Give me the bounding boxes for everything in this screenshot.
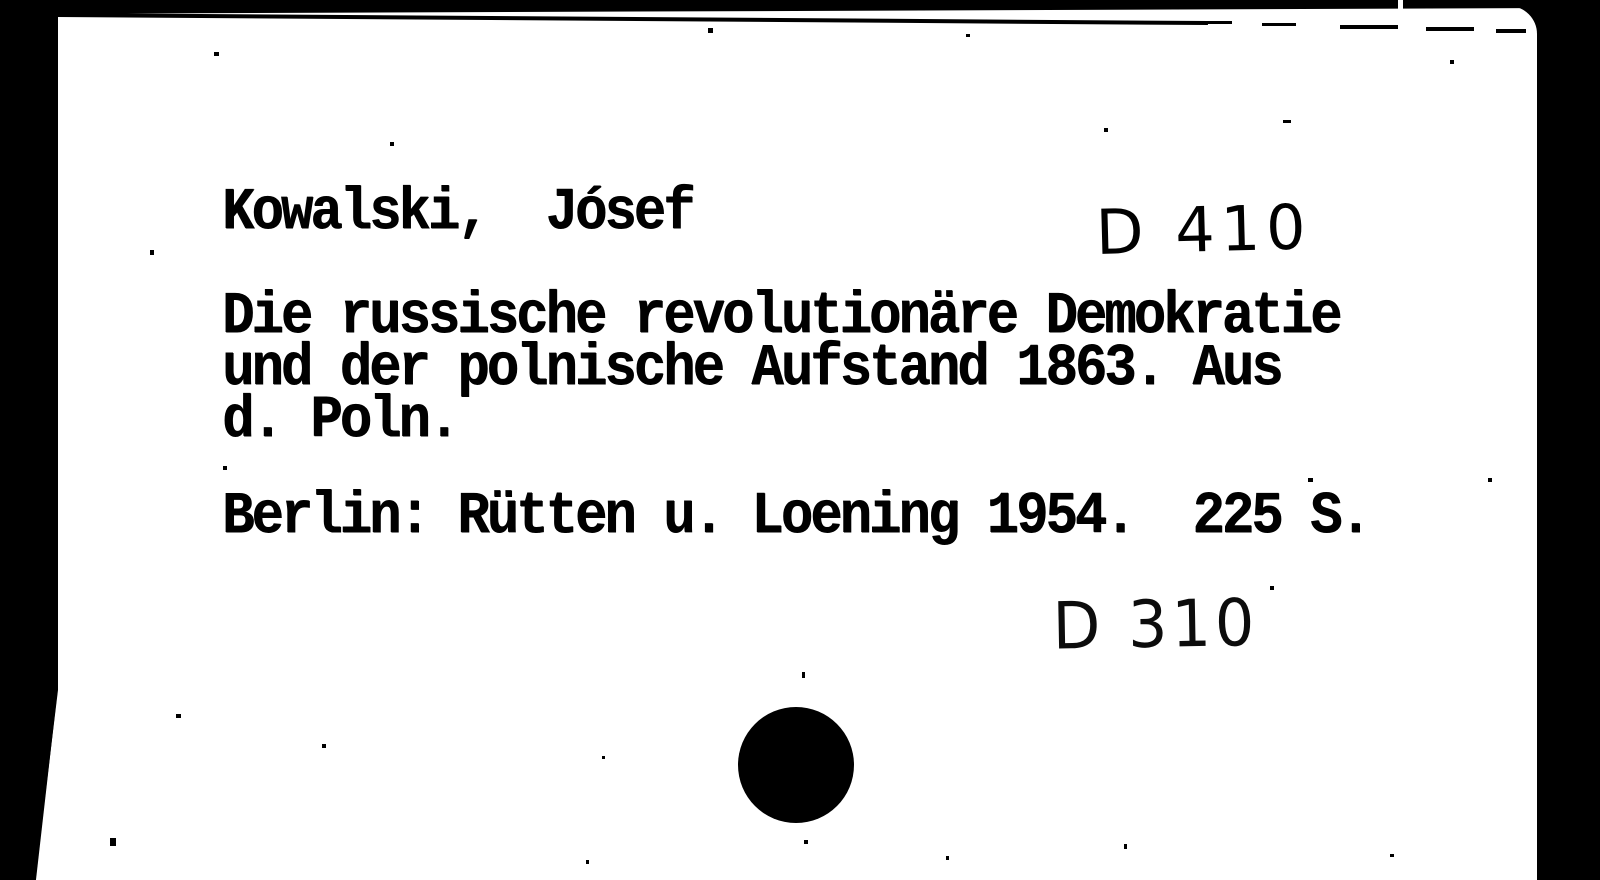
noise-speck (150, 250, 154, 255)
noise-speck (1390, 854, 1394, 857)
noise-speck (322, 744, 326, 748)
title-line-1: Die russische revolutionäre Demokratie (222, 283, 1340, 351)
noise-speck (1283, 120, 1291, 123)
noise-speck (1270, 586, 1274, 590)
call-number-top: D 410 (1094, 190, 1313, 269)
noise-speck (110, 838, 116, 846)
noise-speck (802, 672, 805, 678)
noise-speck (966, 34, 970, 37)
noise-speck (804, 840, 808, 844)
noise-speck (946, 856, 949, 860)
noise-speck (586, 860, 589, 864)
noise-speck (176, 714, 181, 718)
card-top-edge-dash (1426, 27, 1474, 31)
card-top-edge-dash (1262, 23, 1296, 26)
noise-speck (1124, 844, 1127, 849)
noise-speck (1308, 478, 1313, 482)
card-top-edge-dash (1496, 29, 1526, 33)
title-line-3: d. Poln. (222, 387, 458, 455)
noise-speck (214, 52, 219, 56)
noise-speck (1450, 60, 1454, 64)
noise-speck (223, 466, 227, 470)
scan-frame-left (0, 0, 58, 880)
noise-speck (602, 756, 605, 759)
noise-speck (390, 142, 394, 146)
card-top-edge-dash (1340, 25, 1398, 29)
film-tick-mark (1398, 0, 1403, 13)
noise-speck (1488, 478, 1492, 482)
noise-speck (708, 28, 713, 33)
hole-punch (738, 707, 854, 823)
author-heading: Kowalski, Jósef (222, 179, 693, 247)
noise-speck (1104, 128, 1108, 132)
call-number-bottom: D 310 (1051, 584, 1259, 665)
title-line-2: und der polnische Aufstand 1863. Aus (222, 335, 1281, 403)
card-top-edge-dash (1190, 21, 1232, 24)
scan-frame-right (1537, 0, 1600, 880)
imprint-line: Berlin: Rütten u. Loening 1954. 225 S. (222, 483, 1369, 551)
